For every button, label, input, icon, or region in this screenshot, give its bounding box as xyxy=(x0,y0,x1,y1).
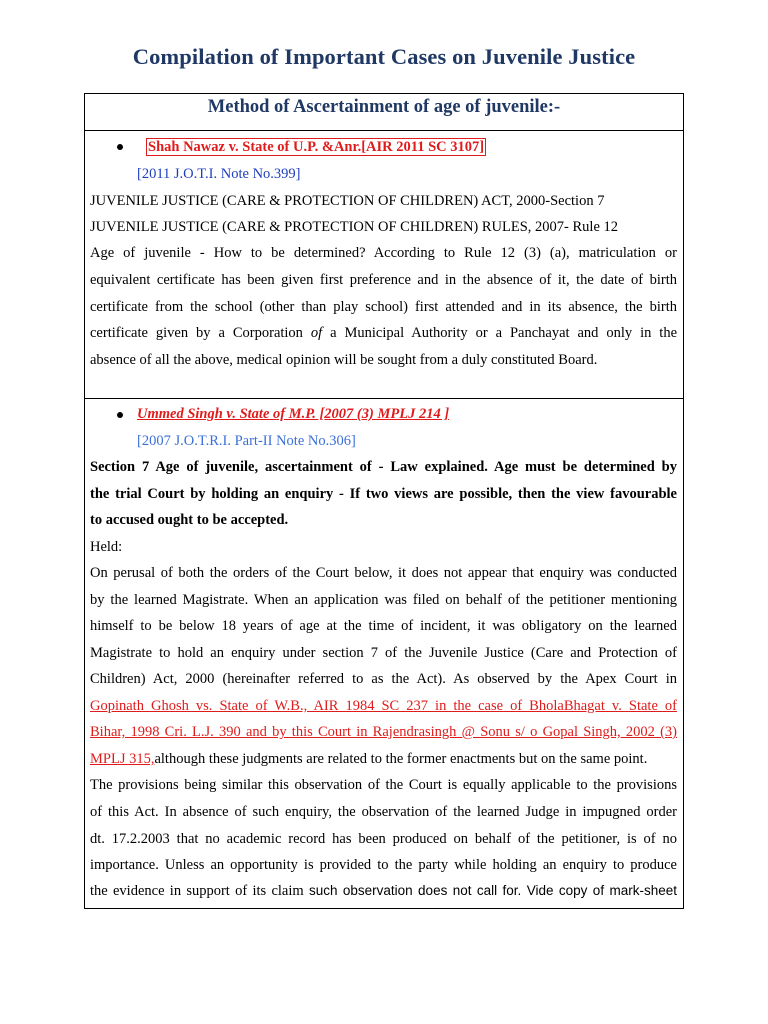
body-line: himself to be below 18 years of age at the time of incident, it was obligatory on the learned xyxy=(90,618,677,634)
body-line: On perusal of both the orders of the Court below, it does not appear that enquiry was conducted xyxy=(90,565,677,581)
bullet-icon xyxy=(117,412,123,418)
body-line: Magistrate to hold an enquiry under section 7 of the Juvenile Justice (Care and Protection of xyxy=(90,645,677,661)
cited-case-link[interactable]: MPLJ 315, xyxy=(90,751,155,767)
cases-table xyxy=(84,93,684,909)
document-title: Compilation of Important Cases on Juvenile Justice xyxy=(132,44,636,69)
body-line: of this Act. In absence of such enquiry, the observation of the learned Judge in impugned order xyxy=(90,804,677,820)
body-line: certificate given by a Corporation of a Municipal Authority or a Panchayat and only in the xyxy=(90,325,677,341)
body-line: Children) Act, 2000 (hereinafter referred to as the Act). As observed by the Apex Court in xyxy=(90,671,677,687)
cited-case-link[interactable]: Bihar, 1998 Cri. L.J. 390 and by this Court in Rajendrasingh @ Sonu s/ o Gopal Singh, 2002 (3) xyxy=(90,724,677,740)
act-line: JUVENILE JUSTICE (CARE & PROTECTION OF CHILDREN) ACT, 2000-Section 7 xyxy=(90,193,605,209)
held-label: Held: xyxy=(90,539,123,555)
body-line: certificate from the school (other than play school) first attended and in its absence, the birth xyxy=(90,299,677,315)
bullet-icon xyxy=(117,144,123,150)
body-line: equivalent certificate has been given first preference and in the absence of it, the date of birth xyxy=(90,272,677,288)
case-citation-link[interactable]: Ummed Singh v. State of M.P. [2007 (3) MPLJ 214 ] xyxy=(137,406,450,422)
body-line: MPLJ 315,although these judgments are related to the former enactments but on the same point. xyxy=(90,751,648,767)
headnote-line: the trial Court by holding an enquiry - If two views are possible, then the view favourable xyxy=(90,486,677,502)
case-cell-shah-nawaz xyxy=(85,131,683,399)
headnote-line: Section 7 Age of juvenile, ascertainment of - Law explained. Age must be determined by xyxy=(90,459,677,475)
case-note: [2007 J.O.T.R.I. Part-II Note No.306] xyxy=(137,433,356,449)
case-cell-ummed-singh xyxy=(85,399,683,908)
body-line: by the learned Magistrate. When an application was filed on behalf of the petitioner mentioning xyxy=(90,592,677,608)
body-line: importance. Unless an opportunity is provided to the party while holding an enquiry to produce xyxy=(90,857,677,873)
body-line: The provisions being similar this observation of the Court is equally applicable to the provisions xyxy=(90,777,677,793)
case-citation-link[interactable]: Shah Nawaz v. State of U.P. &Anr.[AIR 2011 SC 3107] xyxy=(148,139,485,155)
rules-line: JUVENILE JUSTICE (CARE & PROTECTION OF CHILDREN) RULES, 2007- Rule 12 xyxy=(90,219,619,235)
body-line: Age of juvenile - How to be determined? According to Rule 12 (3) (a), matriculation or xyxy=(90,245,677,261)
body-line: dt. 17.2.2003 that no academic record has been produced on behalf of the petitioner, is of no xyxy=(90,831,677,847)
section-heading: Method of Ascertainment of age of juvenile:- xyxy=(85,94,683,131)
case-note: [2011 J.O.T.I. Note No.399] xyxy=(137,166,301,182)
headnote-line: to accused ought to be accepted. xyxy=(90,512,289,528)
body-line: absence of all the above, medical opinion will be sought from a duly constituted Board. xyxy=(90,352,598,368)
body-line: the evidence in support of its claim such observation does not call for. Vide copy of mark-sheet xyxy=(90,883,677,899)
cited-case-link[interactable]: Gopinath Ghosh vs. State of W.B., AIR 1984 SC 237 in the case of BholaBhagat v. State of xyxy=(90,698,677,714)
